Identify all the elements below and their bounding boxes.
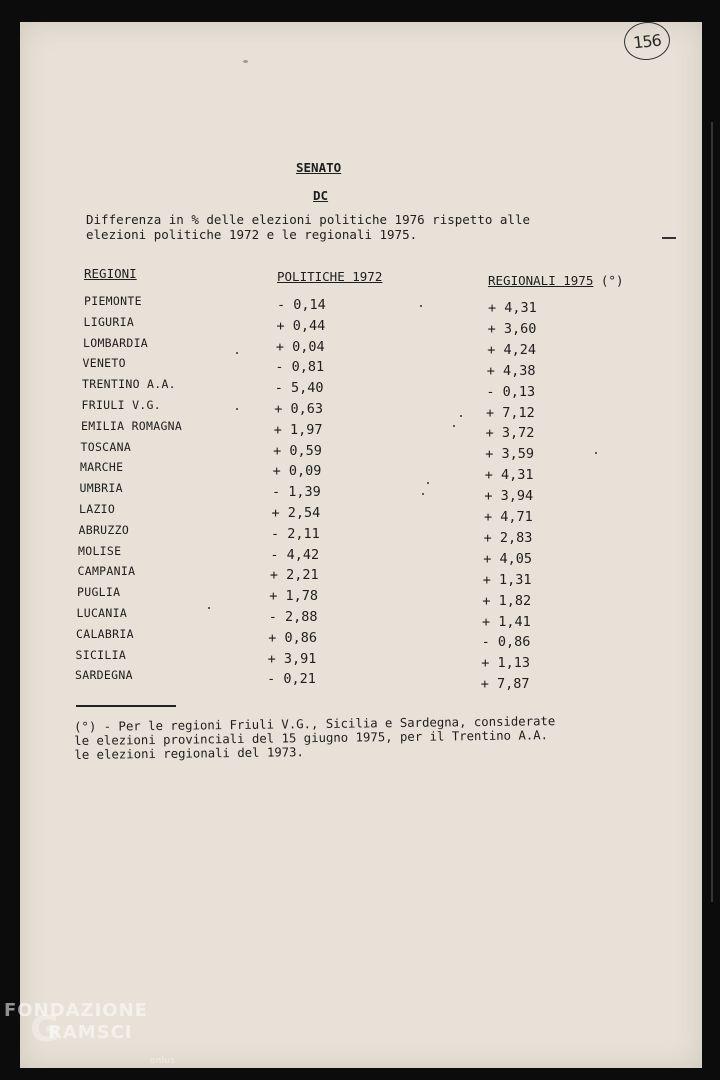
- region-name: TRENTINO A.A.: [82, 377, 176, 392]
- regionali-1975-value: + 4,05: [483, 550, 532, 567]
- archive-watermark: [4, 1000, 176, 1066]
- region-name: SICILIA: [75, 647, 127, 662]
- politiche-1972-value: + 1,78: [269, 588, 319, 605]
- regionali-1975-value: - 0,86: [481, 634, 531, 651]
- politiche-1972-value: - 0,14: [277, 297, 326, 313]
- paper-speck: [460, 415, 462, 417]
- regionali-1975-value: + 3,94: [484, 488, 534, 505]
- region-name: PIEMONTE: [84, 294, 142, 308]
- document-title: SENATO: [296, 160, 342, 175]
- intro-line-1: Differenza in % delle elezioni politiche 1976 rispetto alle: [86, 212, 531, 227]
- region-name: PUGLIA: [77, 585, 121, 600]
- page-number-stamp: 156: [622, 20, 672, 63]
- watermark-line-2: RAMSCI: [48, 1022, 133, 1043]
- regionali-1975-value: + 4,71: [484, 509, 533, 525]
- paper-speck: [236, 408, 238, 410]
- region-name: MARCHE: [80, 460, 124, 475]
- politiche-1972-value: + 0,59: [273, 442, 322, 459]
- paper-speck: [595, 452, 597, 454]
- politiche-1972-value: - 0,81: [275, 359, 325, 376]
- region-name: CALABRIA: [76, 626, 134, 641]
- column-header-regionali: REGIONALI 1975: [488, 273, 594, 288]
- regionali-1975-value: + 4,31: [488, 300, 537, 316]
- region-name: EMILIA ROMAGNA: [81, 418, 183, 433]
- watermark-line-1: FONDAZIONE: [4, 1000, 148, 1021]
- region-name: LOMBARDIA: [83, 335, 149, 350]
- intro-text: [86, 212, 606, 242]
- regionali-1975-value: + 4,38: [486, 362, 536, 379]
- regionali-1975-value: + 2,83: [483, 529, 533, 546]
- paper-speck: [236, 352, 238, 354]
- paper-speck: [420, 305, 422, 307]
- regionali-1975-value: + 4,31: [484, 467, 534, 484]
- column-header-region: REGIONI: [84, 266, 137, 281]
- region-name: VENETO: [82, 356, 126, 371]
- politiche-1972-value: + 2,21: [269, 567, 319, 584]
- party-label: DC: [313, 188, 329, 203]
- region-name: ABRUZZO: [78, 522, 130, 537]
- regionali-1975-value: + 3,72: [485, 425, 535, 442]
- regionali-1975-value: + 3,59: [485, 446, 534, 463]
- politiche-1972-value: - 2,11: [270, 525, 320, 542]
- fold-line: [711, 122, 713, 902]
- column-header-regionali-wrap: [488, 273, 623, 288]
- regionali-1975-value: + 7,87: [480, 676, 530, 693]
- column-header-politiche: POLITICHE 1972: [277, 269, 383, 284]
- regionali-1975-value: + 1,41: [482, 613, 531, 630]
- footnote-line-3: le elezioni regionali del 1973.: [74, 745, 305, 762]
- politiche-1972-value: + 0,63: [274, 401, 324, 417]
- regionali-1975-value: + 1,31: [482, 571, 532, 588]
- footnote: [74, 713, 634, 762]
- paper-speck: [662, 237, 676, 239]
- politiche-1972-value: + 0,86: [268, 629, 317, 646]
- regionali-1975-value: + 7,12: [486, 404, 535, 421]
- regionali-1975-value: + 4,24: [487, 341, 536, 358]
- document-page: [20, 22, 702, 1068]
- region-name: MOLISE: [78, 543, 122, 558]
- regionali-1975-value: + 3,60: [487, 320, 537, 337]
- politiche-1972-value: + 1,97: [273, 421, 323, 438]
- regionali-1975-value: + 1,82: [482, 592, 532, 609]
- politiche-1972-value: - 1,39: [272, 484, 321, 501]
- region-name: FRIULI V.G.: [81, 398, 161, 412]
- region-name: LIGURIA: [83, 314, 135, 329]
- paper-speck: [422, 493, 424, 495]
- paper-speck: [427, 482, 429, 484]
- paper-speck: [208, 607, 210, 609]
- region-name: TOSCANA: [80, 439, 132, 454]
- politiche-1972-value: + 0,09: [272, 463, 322, 480]
- politiche-1972-value: - 4,42: [270, 546, 320, 563]
- watermark-g-icon: G: [30, 1009, 61, 1050]
- paper-speck: [453, 425, 455, 427]
- politiche-1972-value: - 5,40: [274, 380, 324, 397]
- regionali-1975-value: - 0,13: [486, 383, 536, 400]
- politiche-1972-value: + 0,04: [275, 338, 325, 355]
- region-name: LAZIO: [79, 502, 116, 516]
- footnote-separator: [76, 705, 176, 707]
- region-name: SARDEGNA: [75, 668, 133, 683]
- column-header-regionali-mark: (°): [600, 273, 624, 288]
- region-name: CAMPANIA: [77, 564, 136, 579]
- politiche-1972-value: - 0,21: [267, 671, 316, 688]
- paper-speck: [243, 60, 248, 63]
- politiche-1972-value: + 0,44: [276, 317, 326, 334]
- region-name: LUCANIA: [76, 606, 128, 620]
- politiche-1972-value: + 2,54: [271, 505, 321, 521]
- footnote-line-2: le elezioni provinciali del 15 giugno 1975, per il Trentino A.A.: [74, 728, 549, 748]
- watermark-subtitle: onlus: [150, 1056, 176, 1066]
- politiche-1972-value: - 2,88: [268, 609, 318, 625]
- footnote-line-1: (°) - Per le regioni Friuli V.G., Sicilia e Sardegna, considerate: [74, 714, 556, 734]
- intro-line-2: elezioni politiche 1972 e le regionali 1975.: [86, 227, 418, 242]
- regionali-1975-value: + 1,13: [481, 655, 530, 672]
- politiche-1972-value: + 3,91: [267, 650, 317, 667]
- region-name: UMBRIA: [79, 481, 123, 496]
